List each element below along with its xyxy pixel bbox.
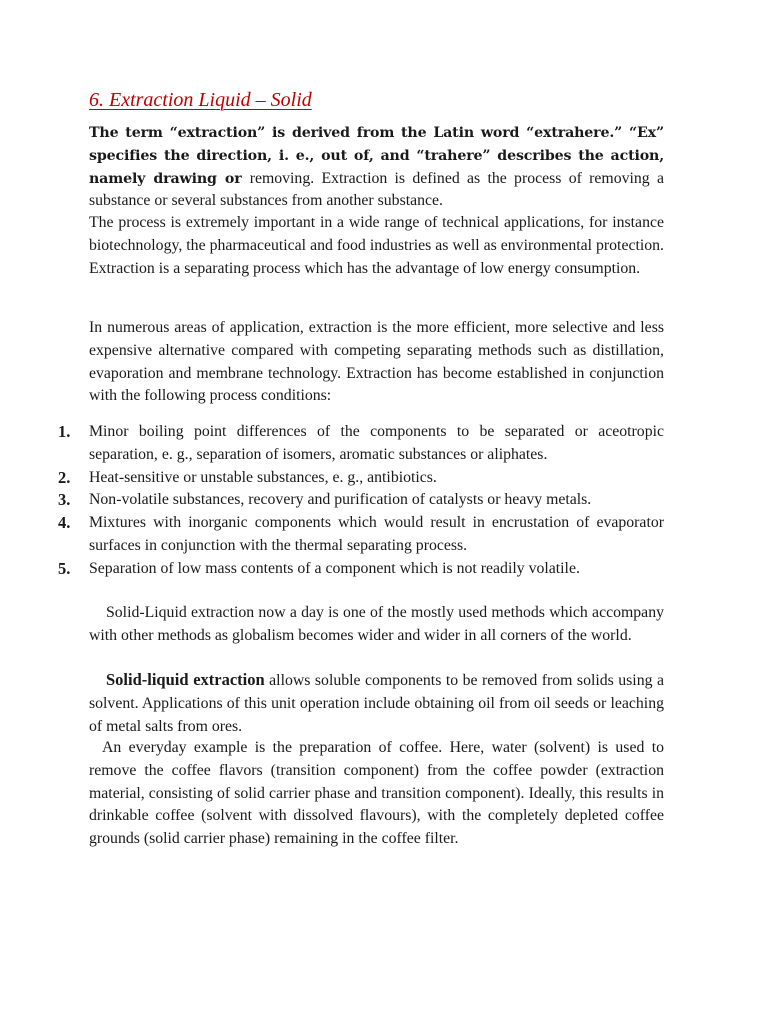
- paragraph-coffee-example: An everyday example is the preparation of coffee. Here, water (solvent) is used to remove the coffee flavors (transition component) from the coffee powder (extraction material, consisting of solid carrier phase and transition component). Ideally, this results in drinkable coffee (solvent with dissolved flavours), with the completely depleted coffee grounds (solid carrier phase) remaining in the coffee filter.: [89, 739, 664, 848]
- list-item: [54, 421, 664, 467]
- list-item-text: Separation of low mass contents of a component which is not readily volatile.: [89, 559, 580, 577]
- bold-term: Solid-liquid extraction: [106, 670, 265, 689]
- intro-regular-text: removing. Extraction is defined as the process of removing a substance or several substances from another substance.: [89, 169, 665, 210]
- list-item: [54, 489, 664, 512]
- process-conditions-list: [54, 421, 664, 581]
- list-item-number: 5.: [58, 558, 71, 578]
- list-item-number: 4.: [58, 513, 71, 533]
- list-item-text: Heat-sensitive or unstable substances, e. g., antibiotics.: [89, 468, 437, 486]
- list-item-number: 1.: [58, 422, 71, 441]
- paragraph-alternative: In numerous areas of application, extraction is the more efficient, more selective and less expensive alternative compared with competing separating methods such as distillation, evaporation and membrane technology. Extraction has become established in conjunction with the following process conditions:: [89, 319, 664, 405]
- paragraph-globalism: Solid-Liquid extraction now a day is one of the mostly used methods which accompany with other methods as globalism becomes wider and wider in all corners of the world.: [89, 604, 664, 644]
- list-item-text: Non-volatile substances, recovery and purification of catalysts or heavy metals.: [89, 491, 592, 509]
- list-item-number: 2.: [58, 467, 71, 487]
- list-item: [54, 467, 664, 490]
- paragraph-solid-liquid: [89, 669, 664, 738]
- list-item-number: 3.: [58, 490, 71, 510]
- intro-paragraph: [89, 122, 664, 213]
- list-item-text: Minor boiling point differences of the components to be separated or aceotropic separation, e. g., separation of isomers, aromatic substances or aliphates.: [89, 423, 664, 463]
- list-item: [54, 558, 664, 581]
- paragraph-applications: The process is extremely important in a wide range of technical applications, for instance biotechnology, the pharmaceutical and food industries as well as environmental protection. Extraction is a separating process which has the advantage of low energy consumption.: [89, 214, 664, 277]
- section-heading: 6. Extraction Liquid – Solid: [89, 89, 312, 111]
- intro-bold-text: The term “extraction” is derived from the Latin word “extrahere.” “Ex” specifies the direction, i. e., out of, and “trahere” describes the action, namely drawing or: [89, 125, 664, 187]
- paragraph-solid-liquid-text: allows soluble components to be removed from solids using a solvent. Applications of this unit operation include obtaining oil from oil seeds or leaching of metal salts from ores.: [89, 672, 664, 735]
- list-item-text: Mixtures with inorganic components which would result in encrustation of evaporator surfaces in conjunction with the thermal separating process.: [89, 514, 664, 554]
- list-item: [54, 512, 664, 558]
